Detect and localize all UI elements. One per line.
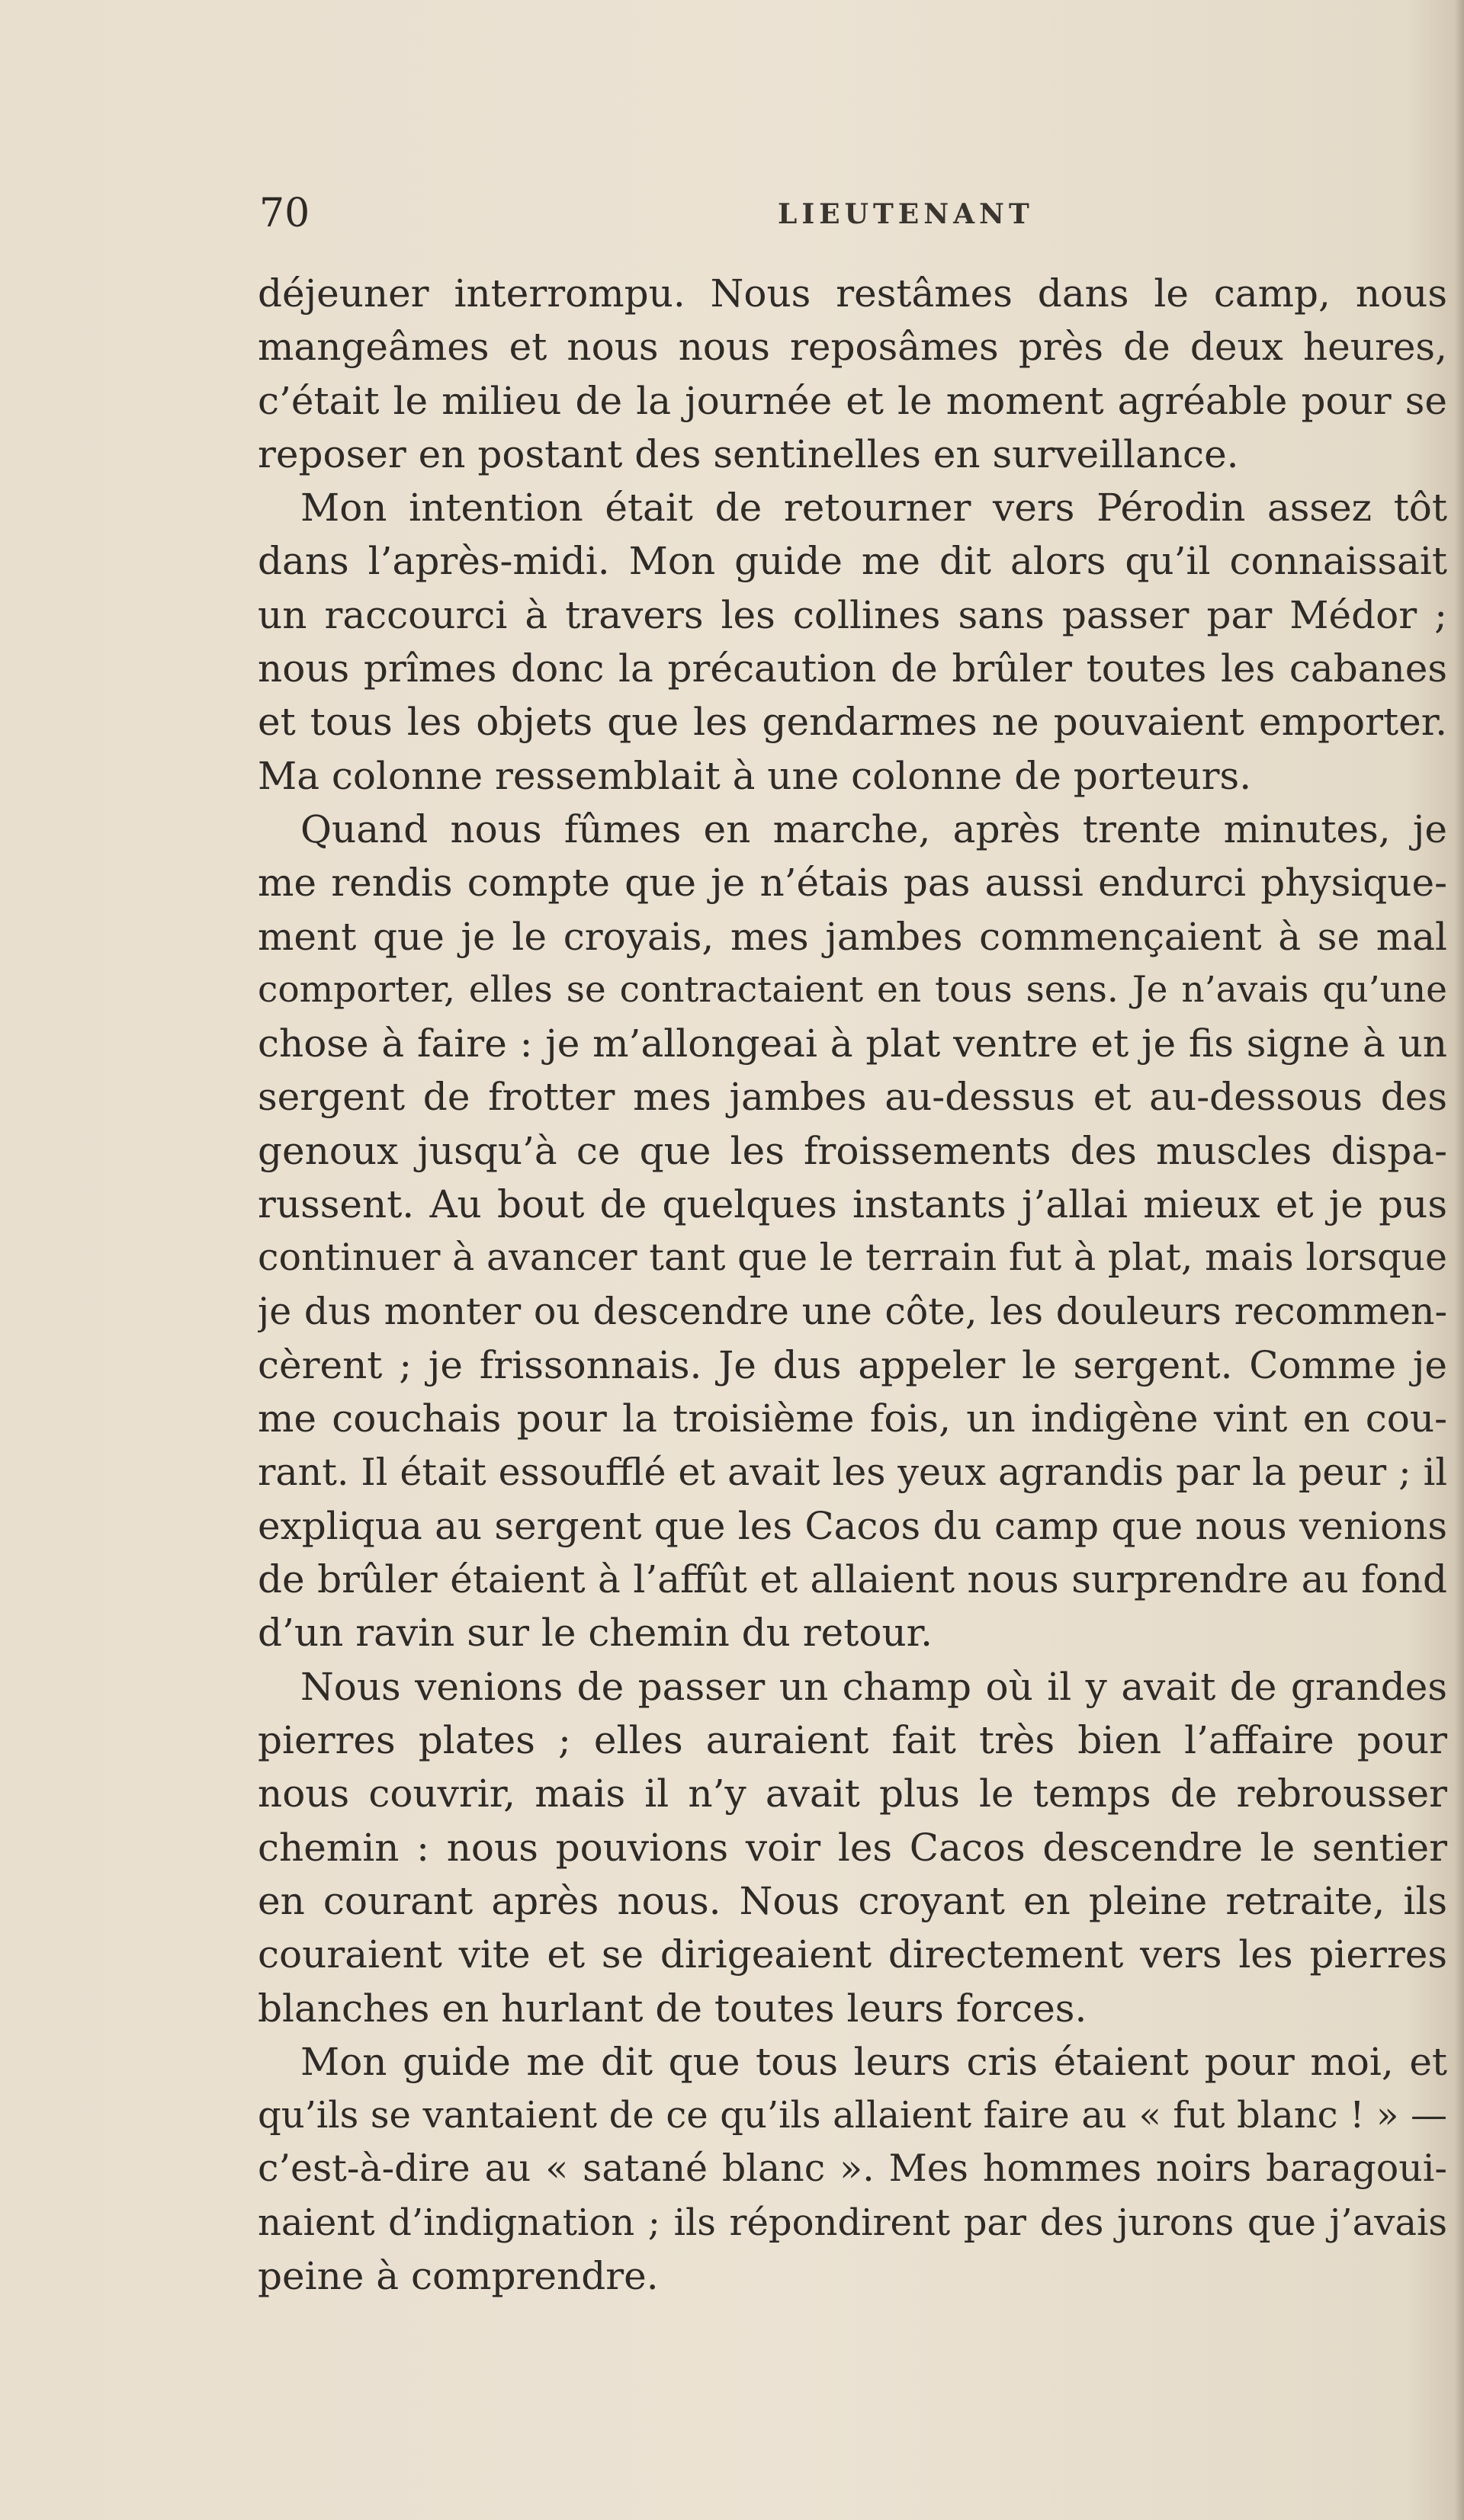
text-line: Mon guide me dit que tous leurs cris étaient pour moi, et xyxy=(300,2039,1447,2084)
page-number: 70 xyxy=(259,191,310,236)
text-line: déjeuner interrompu. Nous restâmes dans le camp, nous xyxy=(258,271,1447,316)
body-text xyxy=(258,267,1447,2303)
text-line: comporter, elles se contractaient en tous sens. Je n’avais qu’une xyxy=(258,968,1447,1011)
running-header xyxy=(259,191,1434,236)
text-line: et tous les objets que les gendarmes ne pouvaient emporter. xyxy=(258,700,1447,745)
text-line: continuer à avancer tant que le terrain fut à plat, mais lorsque xyxy=(258,1236,1447,1280)
text-line: peine à comprendre. xyxy=(258,2253,659,2298)
text-line: reposer en postant des sentinelles en surveillance. xyxy=(258,431,1239,476)
text-line: dans l’après-midi. Mon guide me dit alors qu’il connaissait xyxy=(258,539,1447,584)
running-title: LIEUTENANT xyxy=(778,198,1034,230)
text-line: cèrent ; je frissonnais. Je dus appeler le sergent. Comme je xyxy=(258,1342,1447,1387)
text-line: rant. Il était essoufflé et avait les yeux agrandis par la peur ; il xyxy=(258,1450,1447,1494)
text-line: Ma colonne ressemblait à une colonne de porteurs. xyxy=(258,753,1252,798)
text-line: nous couvrir, mais il n’y avait plus le temps de rebrousser xyxy=(258,1771,1447,1816)
text-line: d’un ravin sur le chemin du retour. xyxy=(258,1611,933,1656)
text-line: ment que je le croyais, mes jambes commençaient à se mal xyxy=(258,914,1447,959)
page-edge-shadow xyxy=(1455,0,1464,2520)
text-line: russent. Au bout de quelques instants j’allai mieux et je pus xyxy=(258,1182,1447,1227)
text-line: couraient vite et se dirigeaient directement vers les pierres xyxy=(258,1932,1447,1977)
text-line: je dus monter ou descendre une côte, les douleurs recommen- xyxy=(258,1289,1447,1333)
text-line: chemin : nous pouvions voir les Cacos descendre le sentier xyxy=(258,1825,1447,1870)
text-line: c’était le milieu de la journée et le moment agréable pour se xyxy=(258,378,1447,423)
text-line: Nous venions de passer un champ où il y avait de grandes xyxy=(300,1664,1447,1709)
text-line: un raccourci à travers les collines sans passer par Médor ; xyxy=(258,592,1447,637)
text-line: expliqua au sergent que les Cacos du camp que nous venions xyxy=(258,1503,1447,1548)
text-line: Mon intention était de retourner vers Pérodin assez tôt xyxy=(300,486,1447,531)
text-line: chose à faire : je m’allongeai à plat ventre et je fis signe à un xyxy=(258,1021,1447,1066)
text-line: nous prîmes donc la précaution de brûler toutes les cabanes xyxy=(258,646,1447,691)
text-line: de brûler étaient à l’affût et allaient nous surprendre au fond xyxy=(258,1557,1447,1602)
text-line: sergent de frotter mes jambes au-dessus et au-dessous des xyxy=(258,1075,1447,1120)
text-line: genoux jusqu’à ce que les froissements des muscles dispa- xyxy=(258,1128,1447,1173)
text-line: qu’ils se vantaient de ce qu’ils allaient faire au « fut blanc ! » — xyxy=(258,2094,1447,2137)
text-line: Quand nous fûmes en marche, après trente minutes, je xyxy=(300,806,1447,851)
text-line: me couchais pour la troisième fois, un indigène vint en cou- xyxy=(258,1396,1447,1441)
text-line: naient d’indignation ; ils répondirent par des jurons que j’avais xyxy=(258,2201,1447,2244)
text-line: c’est-à-dire au « satané blanc ». Mes hommes noirs baragoui- xyxy=(258,2146,1447,2191)
text-line: blanches en hurlant de toutes leurs forces. xyxy=(258,1986,1087,2031)
text-line: mangeâmes et nous nous reposâmes près de deux heures, xyxy=(258,325,1447,370)
text-line: pierres plates ; elles auraient fait très bien l’affaire pour xyxy=(258,1718,1447,1763)
text-line: en courant après nous. Nous croyant en pleine retraite, ils xyxy=(258,1878,1447,1923)
text-line: me rendis compte que je n’étais pas aussi endurci physique- xyxy=(258,861,1447,906)
